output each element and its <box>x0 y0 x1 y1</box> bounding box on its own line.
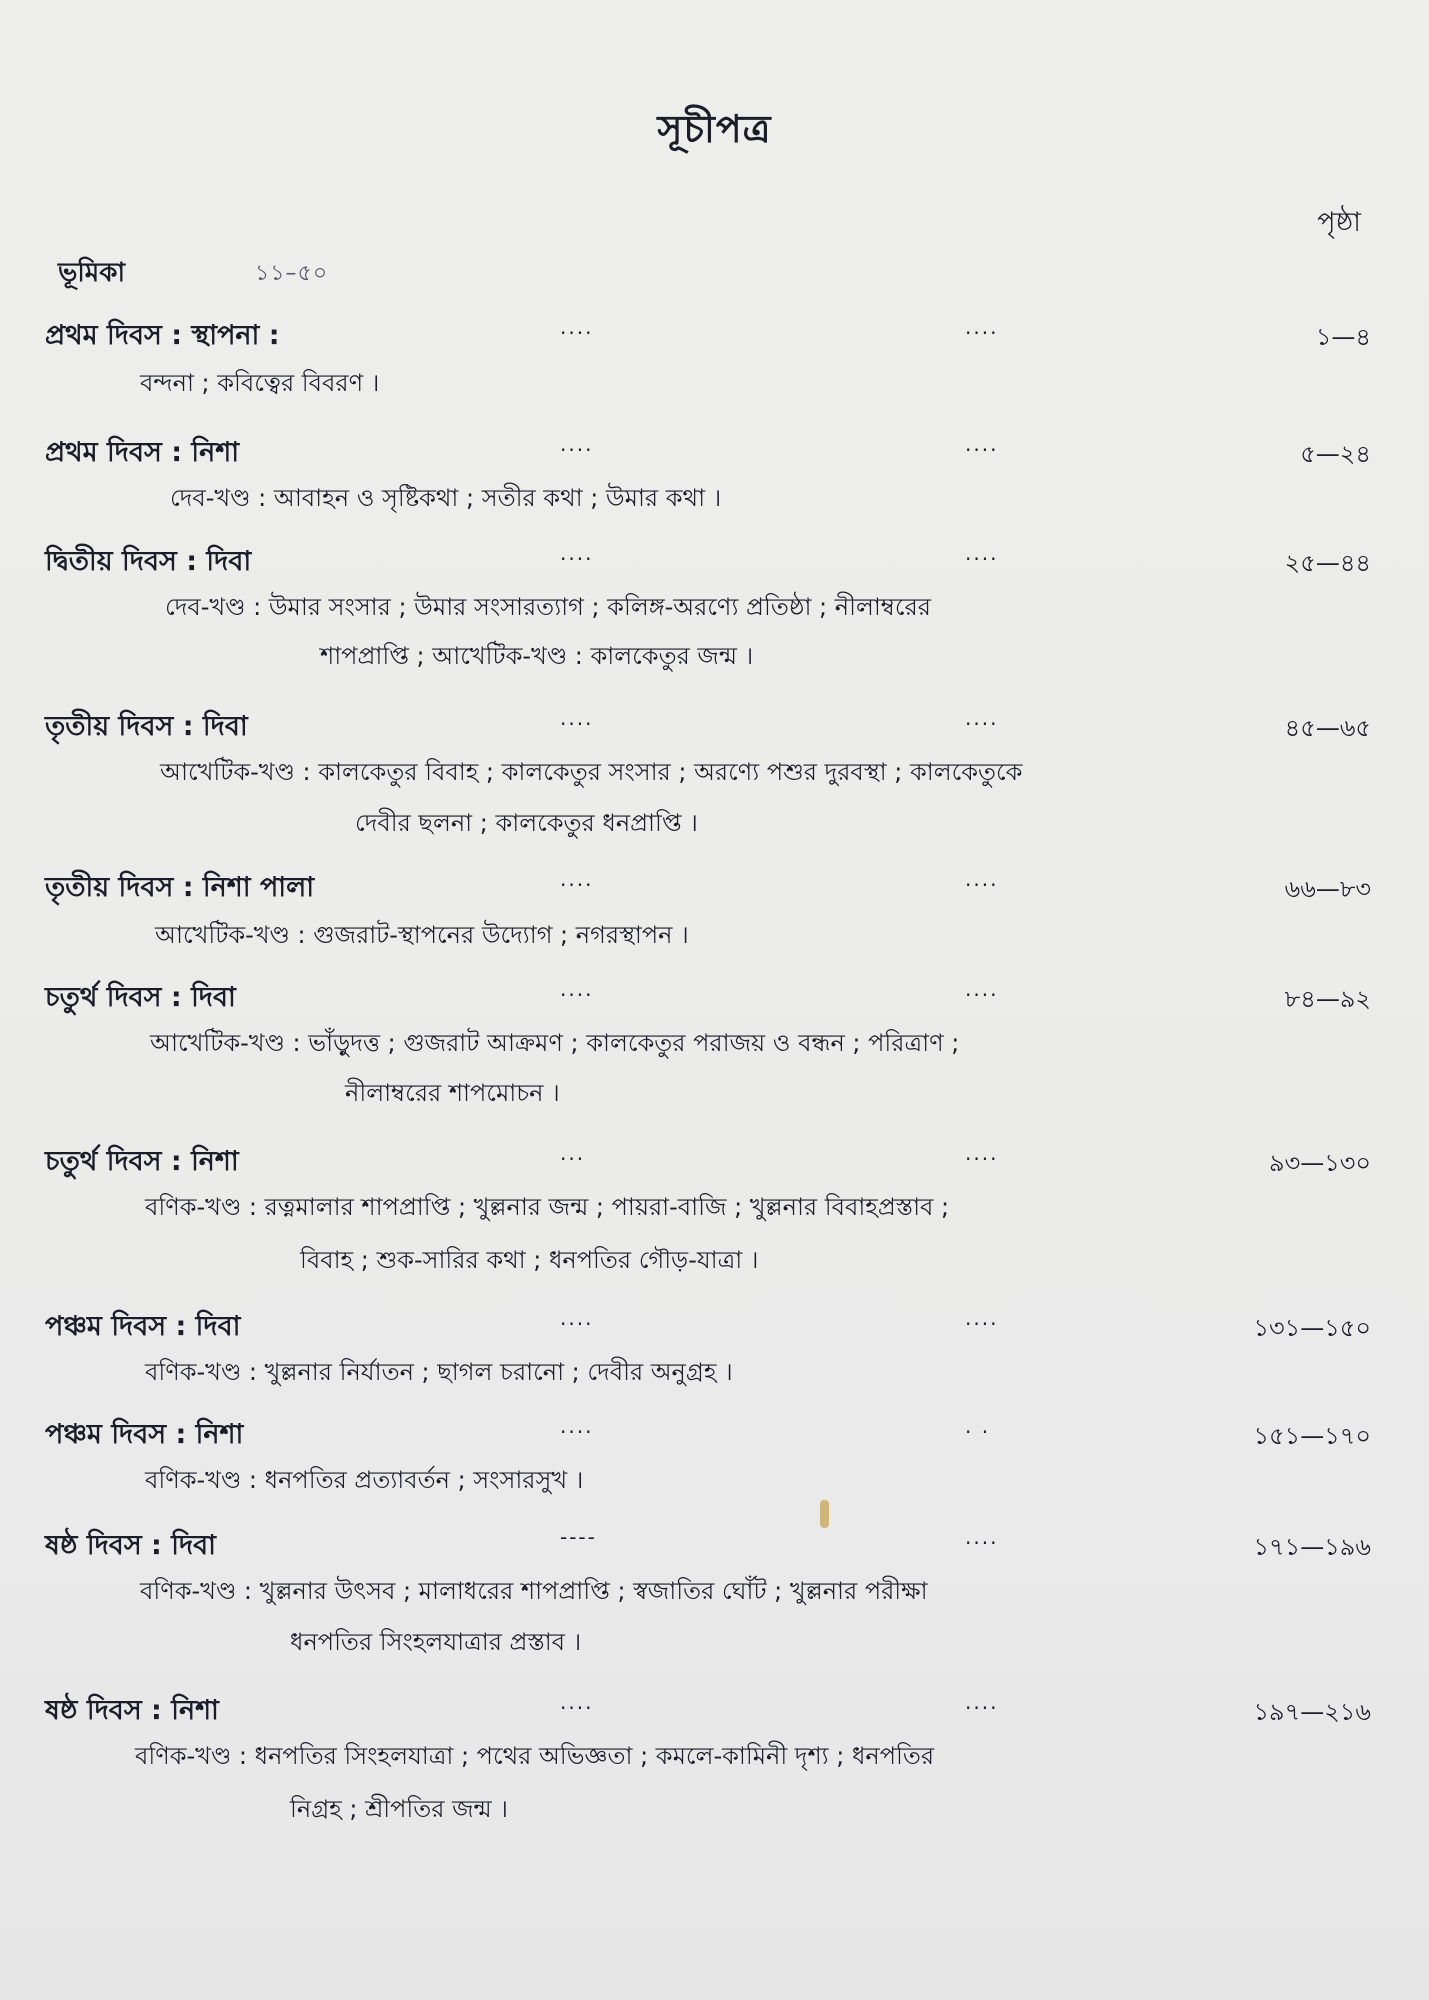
leader-dots: .... <box>965 977 999 1001</box>
entry-heading: তৃতীয় দিবস : নিশা পালা <box>45 872 315 903</box>
leader-dots: .... <box>965 1306 999 1330</box>
entry-subline: বন্দনা ; কবিত্বের বিবরণ । <box>140 369 380 397</box>
entry-subline: নিগ্রহ ; শ্রীপতির জন্ম । <box>290 1795 508 1823</box>
leader-dots: . . <box>965 1414 991 1438</box>
leader-dots: .... <box>560 541 594 565</box>
entry-heading: তৃতীয় দিবস : দিবা <box>45 711 248 742</box>
entry-subline: দেব-খণ্ড : উমার সংসার ; উমার সংসারত্যাগ ; কলিঙ্গ-অরণ্যে প্রতিষ্ঠা ; নীলাম্বরের <box>165 593 931 621</box>
entry-pages: ১৩১—১৫০ <box>1253 1314 1371 1342</box>
entry-subline: দেব-খণ্ড : আবাহন ও সৃষ্টিকথা ; সতীর কথা ; উমার কথা । <box>170 484 722 512</box>
page-title: সূচীপত্র <box>657 107 772 151</box>
entry-pages: ১৯৭—২১৬ <box>1253 1698 1371 1726</box>
entry-subline: বণিক-খণ্ড : রত্নমালার শাপপ্রাপ্তি ; খুল্লনার জন্ম ; পায়রা-বাজি ; খুল্লনার বিবাহপ্রস্তাব ; <box>145 1193 950 1221</box>
paper-stain-mark <box>820 1500 829 1528</box>
entry-heading: পঞ্চম দিবস : দিবা <box>45 1311 241 1342</box>
entry-pages: ৯৩—১৩০ <box>1269 1149 1371 1177</box>
entry-pages: ৫—২৪ <box>1300 440 1371 468</box>
leader-dots: .... <box>965 1141 999 1165</box>
entry-subline: আখেটিক-খণ্ড : কালকেতুর বিবাহ ; কালকেতুর সংসার ; অরণ্যে পশুর দুরবস্থা ; কালকেতুকে <box>160 758 1023 786</box>
entry-subline: দেবীর ছলনা ; কালকেতুর ধনপ্রাপ্তি । <box>355 809 698 837</box>
entry-heading: চতুর্থ দিবস : নিশা <box>45 1146 239 1177</box>
entry-pages: ৮৪—৯২ <box>1284 985 1371 1013</box>
leader-dots: .... <box>560 706 594 730</box>
entry-pages: ৪৫—৬৫ <box>1284 714 1371 742</box>
entry-heading: প্রথম দিবস : স্থাপনা : <box>45 320 280 351</box>
intro-pages: ১১–৫০ <box>255 261 329 286</box>
leader-dots: .... <box>965 706 999 730</box>
entry-pages: ১৭১—১৯৬ <box>1253 1533 1371 1561</box>
entry-pages: ১—৪ <box>1315 323 1371 351</box>
entry-subline: শাপপ্রাপ্তি ; আখেটিক-খণ্ড : কালকেতুর জন্ম । <box>320 642 754 670</box>
leader-dots: .... <box>965 541 999 565</box>
entry-pages: ১৫১—১৭০ <box>1253 1422 1371 1450</box>
leader-dots: .... <box>965 432 999 456</box>
entry-subline: আখেটিক-খণ্ড : গুজরাট-স্থাপনের উদ্যোগ ; নগরস্থাপন । <box>155 921 689 949</box>
leader-dots: .... <box>560 1690 594 1714</box>
leader-dots: .... <box>965 1690 999 1714</box>
leader-dots: .... <box>560 867 594 891</box>
leader-dots: .... <box>560 1306 594 1330</box>
leader-dots: ---- <box>560 1525 597 1549</box>
entry-pages: ২৫—৪৪ <box>1284 549 1371 577</box>
leader-dots: .... <box>965 1525 999 1549</box>
entry-subline: বণিক-খণ্ড : খুল্লনার উৎসব ; মালাধরের শাপপ্রাপ্তি ; স্বজাতির ঘোঁট ; খুল্লনার পরীক্ষা <box>140 1577 928 1605</box>
entry-heading: ষষ্ঠ দিবস : দিবা <box>45 1530 217 1561</box>
entry-heading: ষষ্ঠ দিবস : নিশা <box>45 1695 219 1726</box>
entry-subline: বণিক-খণ্ড : ধনপতির প্রত্যাবর্তন ; সংসারসুখ । <box>145 1466 584 1494</box>
entry-subline: ধনপতির সিংহলযাত্রার প্রস্তাব । <box>290 1628 582 1656</box>
leader-dots: .... <box>560 977 594 1001</box>
entry-heading: পঞ্চম দিবস : নিশা <box>45 1419 244 1450</box>
leader-dots: .... <box>560 1414 594 1438</box>
entry-subline: বণিক-খণ্ড : ধনপতির সিংহলযাত্রা ; পথের অভিজ্ঞতা ; কমলে-কামিনী দৃশ্য ; ধনপতির <box>135 1742 935 1770</box>
page-column-label: পৃষ্ঠা <box>1317 207 1361 238</box>
intro-label: ভূমিকা <box>58 258 125 288</box>
entry-subline: বণিক-খণ্ড : খুল্লনার নির্যাতন ; ছাগল চরানো ; দেবীর অনুগ্রহ । <box>145 1358 733 1386</box>
leader-dots: ... <box>560 1141 586 1165</box>
entry-pages: ৬৬—৮৩ <box>1284 875 1371 903</box>
leader-dots: .... <box>560 432 594 456</box>
leader-dots: .... <box>965 867 999 891</box>
entry-heading: প্রথম দিবস : নিশা <box>45 437 240 468</box>
entry-subline: বিবাহ ; শুক-সারির কথা ; ধনপতির গৌড়-যাত্রা । <box>300 1246 759 1274</box>
entry-subline: নীলাম্বরের শাপমোচন । <box>345 1079 560 1107</box>
entry-subline: আখেটিক-খণ্ড : ভাঁড়ুদত্ত ; গুজরাট আক্রমণ ; কালকেতুর পরাজয় ও বন্ধন ; পরিত্রাণ ; <box>150 1029 960 1057</box>
entry-heading: চতুর্থ দিবস : দিবা <box>45 982 236 1013</box>
entry-heading: দ্বিতীয় দিবস : দিবা <box>45 546 252 577</box>
leader-dots: .... <box>965 315 999 339</box>
leader-dots: .... <box>560 315 594 339</box>
